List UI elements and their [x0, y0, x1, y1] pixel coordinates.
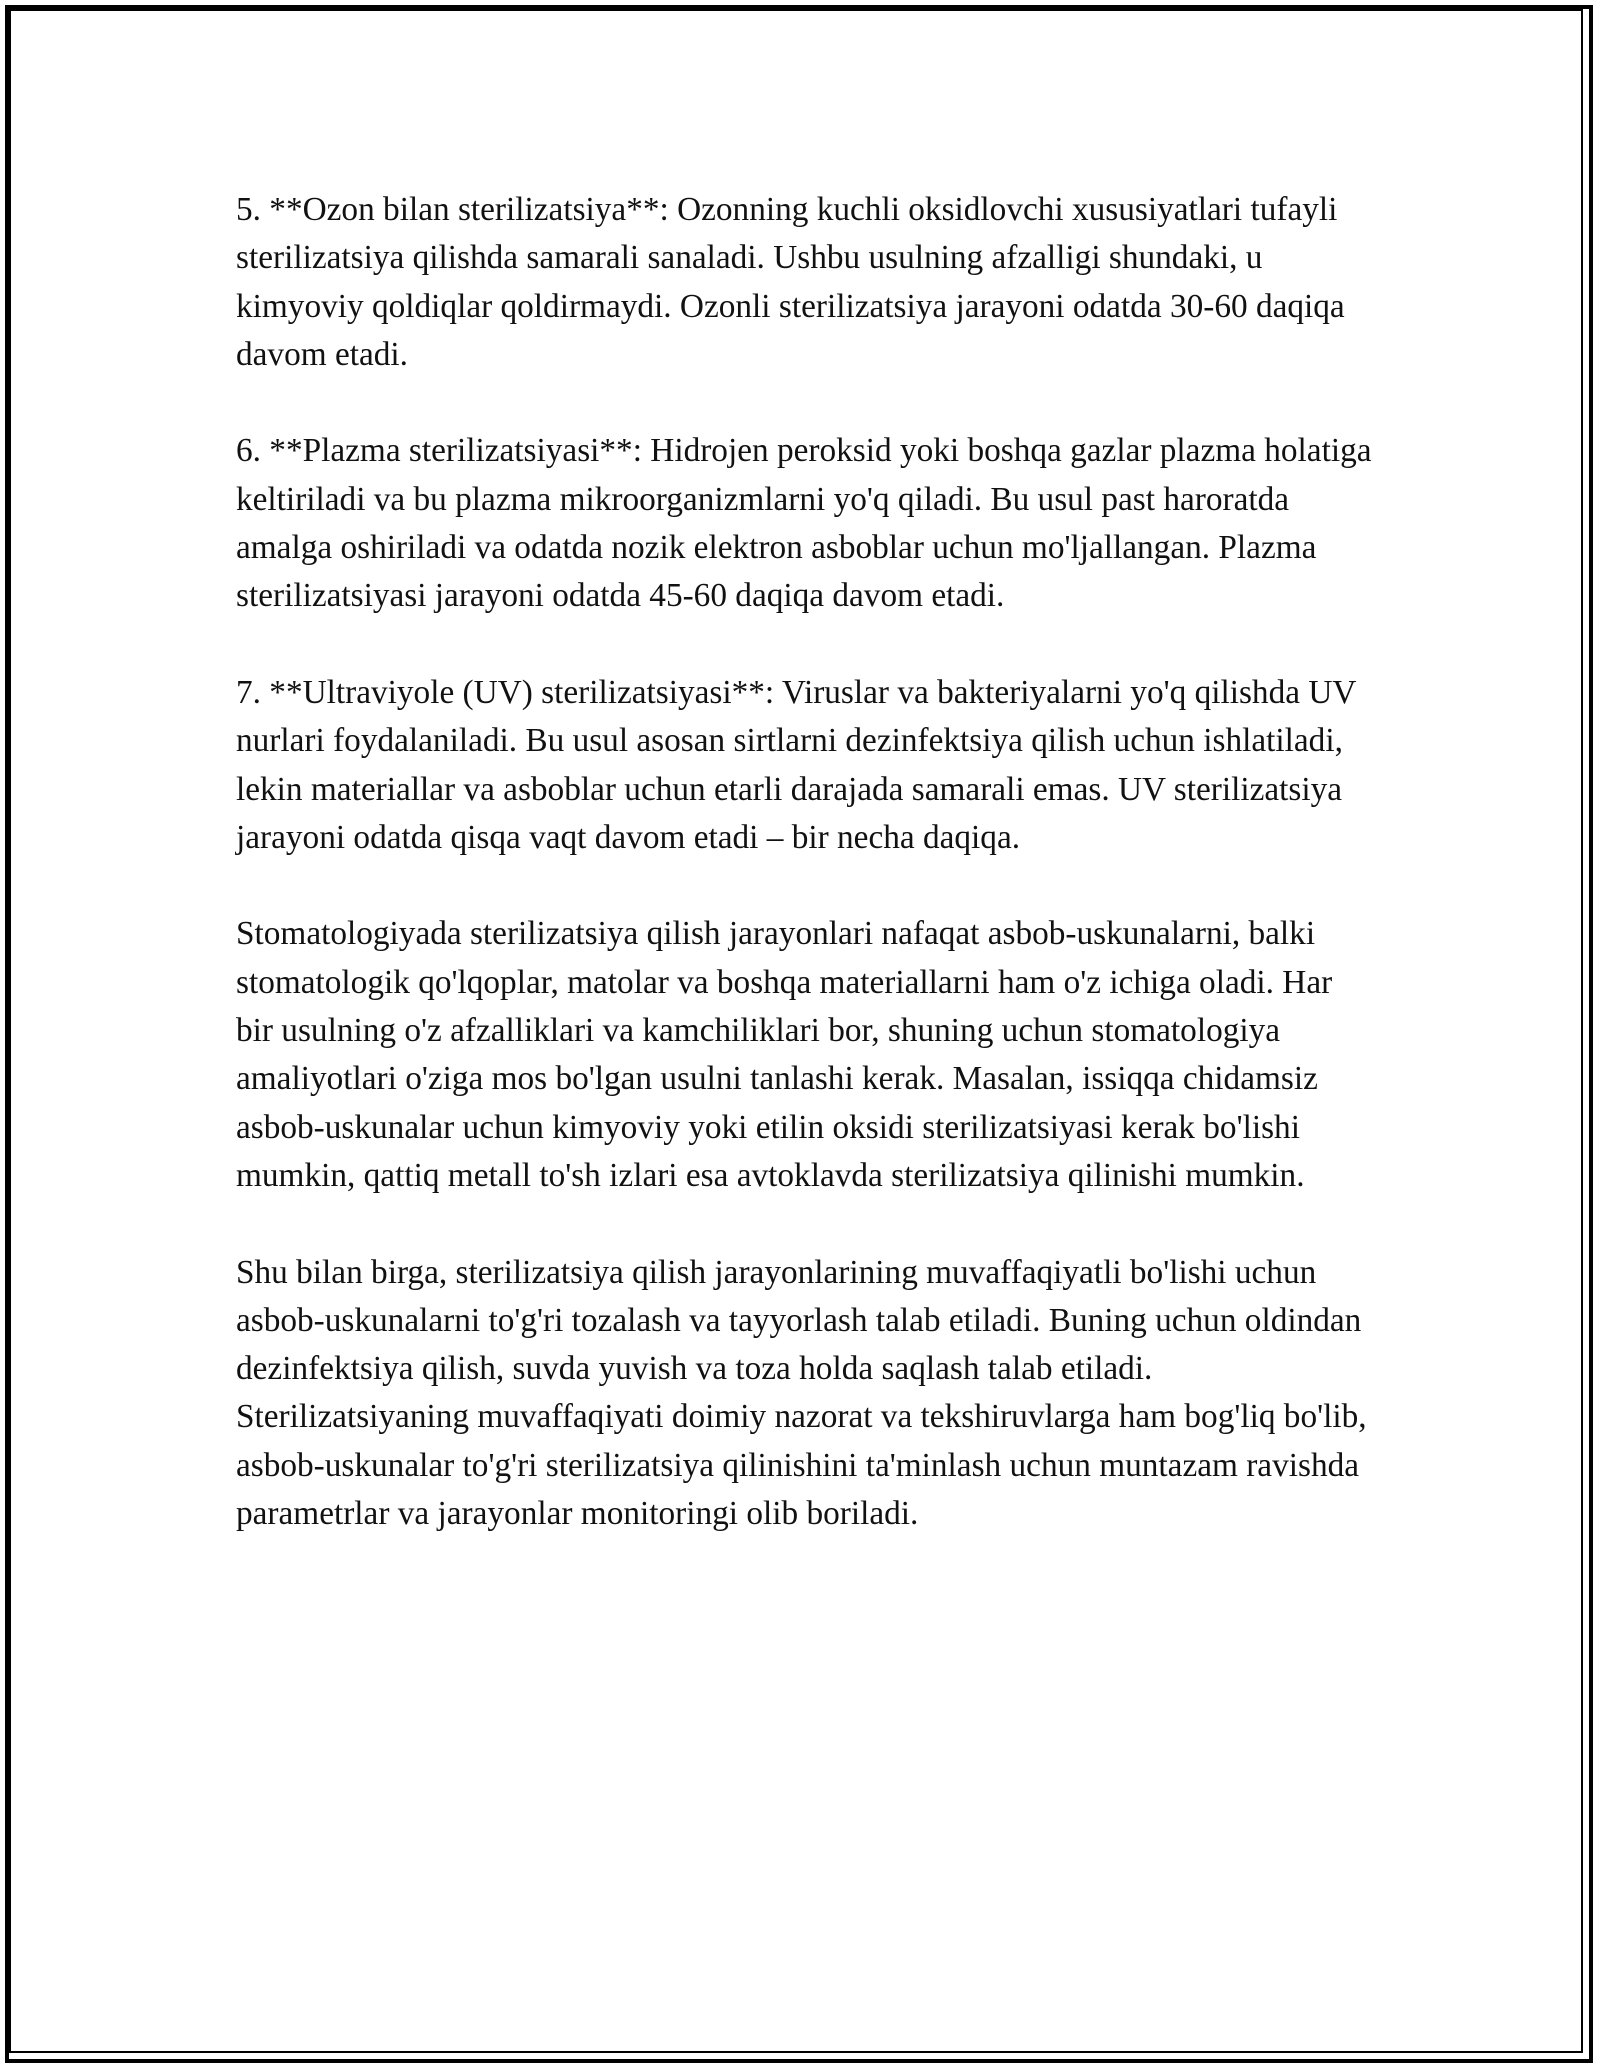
- paragraph-uv-sterilization: 7. **Ultraviyole (UV) sterilizatsiyasi**: Viruslar va bakteriyalarni yo'q qilishda UV nurlari foydalaniladi. Bu usul asosan sirtlarni dezinfektsiya qilish uchun ishlatiladi, lekin materiallar va asboblar uchun etarli darajada samarali emas. UV sterilizatsiya jarayoni odatda qisqa vaqt davom etadi – bir necha daqiqa.: [236, 673, 1356, 856]
- paragraph-cleaning-monitoring: Shu bilan birga, sterilizatsiya qilish jarayonlarining muvaffaqiyatli bo'lishi uchun asbob-uskunalarni to'g'ri tozalash va tayyorlash talab etiladi. Buning uchun oldindan dezinfektsiya qilish, suvda yuvish va toza holda saqlash talab etiladi. Sterilizatsiyaning muvaffaqiyati doimiy nazorat va tekshiruvlarga ham bog'liq bo'lib, asbob-uskunalar to'g'ri sterilizatsiya qilinishini ta'minlash uchun muntazam ravishda parametrlar va jarayonlar monitoringi olib boriladi.: [236, 1253, 1367, 1533]
- paragraph-plasma-sterilization: 6. **Plazma sterilizatsiyasi**: Hidrojen peroksid yoki boshqa gazlar plazma holatiga keltiriladi va bu plazma mikroorganizmlarni yo'q qiladi. Bu usul past haroratda amalga oshiriladi va odatda nozik elektron asboblar uchun mo'ljallangan. Plazma sterilizatsiyasi jarayoni odatda 45-60 daqiqa davom etadi.: [236, 432, 1372, 615]
- paragraph-ozone-sterilization: 5. **Ozon bilan sterilizatsiya**: Ozonning kuchli oksidlovchi xususiyatlari tufayli sterilizatsiya qilishda samarali sanaladi. Ushbu usulning afzalligi shundaki, u kimyoviy qoldiqlar qoldirmaydi. Ozonli sterilizatsiya jarayoni odatda 30-60 daqiqa davom etadi.: [236, 191, 1345, 373]
- document-body: [236, 186, 1376, 1587]
- paragraph-dentistry-overview: Stomatologiyada sterilizatsiya qilish jarayonlari nafaqat asbob-uskunalarni, balki stomatologik qo'lqoplar, matolar va boshqa materiallarni ham o'z ichiga oladi. Har bir usulning o'z afzalliklari va kamchiliklari bor, shuning uchun stomatologiya amaliyotlari o'ziga mos bo'lgan usulni tanlashi kerak. Masalan, issiqqa chidamsiz asbob-uskunalar uchun kimyoviy yoki etilin oksidi sterilizatsiyasi kerak bo'lishi mumkin, qattiq metall to'sh izlari esa avtoklavda sterilizatsiya qilinishi mumkin.: [236, 915, 1333, 1194]
